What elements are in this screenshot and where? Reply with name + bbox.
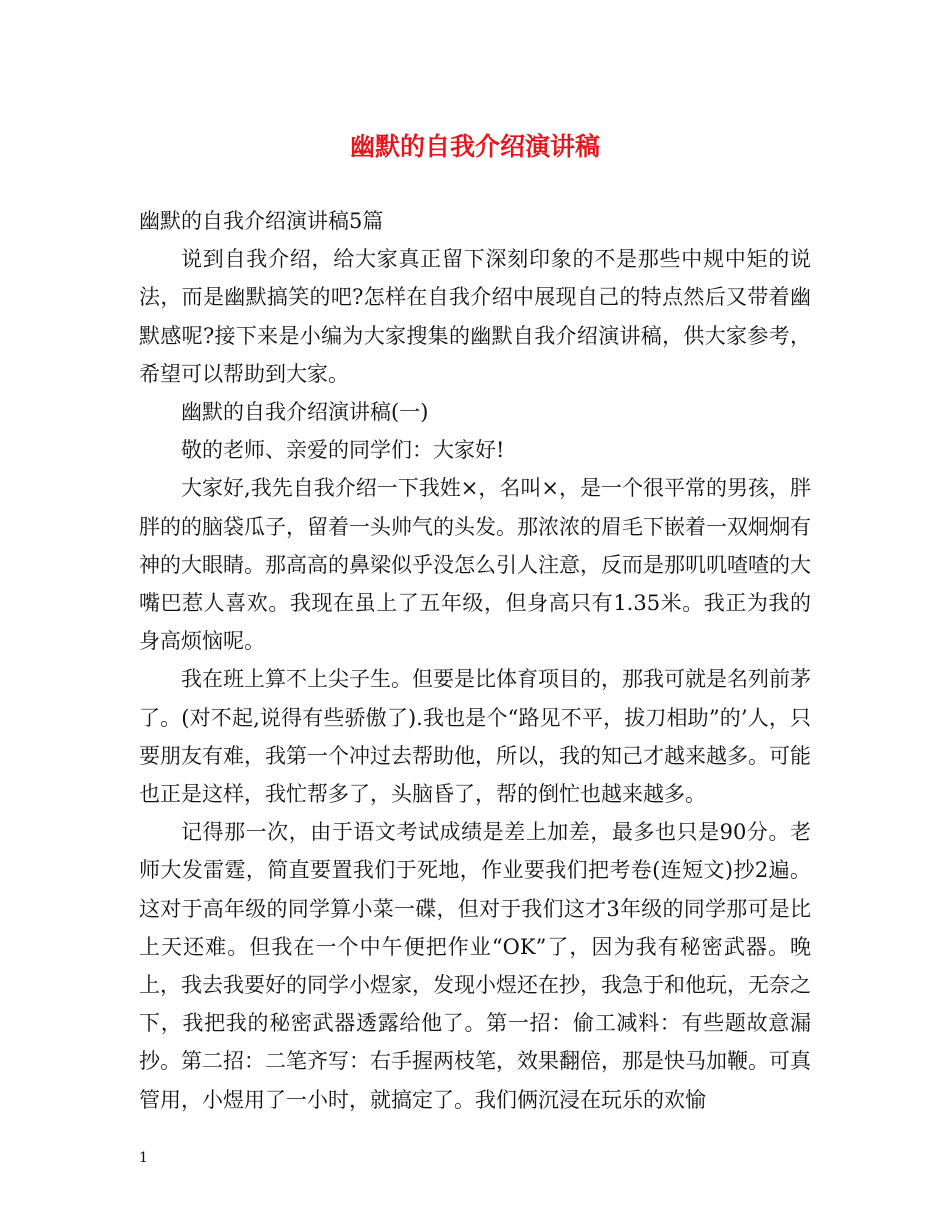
document-title: 幽默的自我介绍演讲稿 (349, 132, 600, 161)
paragraph-story: 记得那一次，由于语文考试成绩是差上加差，最多也只是90分。老师大发雷霆，简直要置我们于死地，作业要我们把考卷(连短文)抄2遍。这对于高年级的同学算小菜一碟，但对于我们这才3年级的同学那可是比上天还难。但我在一个中午便把作业“OK”了，因为我有秘密武器。晚上，我去我要好的同学小煜家，发现小煜还在抄，我急于和他玩，无奈之下，我把我的秘密武器透露给他了。第一招：偷工减料：有些题故意漏抄。第二招：二笔齐写：右手握两枝笔，效果翻倍，那是快马加鞭。可真管用，小煜用了一小时，就搞定了。我们俩沉浸在玩乐的欢愉 (139, 820, 811, 1112)
paragraph-greeting: 敬的老师、亲爱的同学们：大家好! (181, 438, 505, 463)
paragraph-self-description: 大家好,我先自我介绍一下我姓×，名叫×，是一个很平常的男孩，胖胖的的脑袋瓜子，留着一头帅气的头发。那浓浓的眉毛下嵌着一双炯炯有神的大眼睛。那高高的鼻梁似乎没怎么引人注意，反而是那叽叽喳喳的大嘴巴惹人喜欢。我现在虽上了五年级，但身高只有1.35米。我正为我的身高烦恼呢。 (139, 476, 811, 654)
paragraph-section-heading: 幽默的自我介绍演讲稿(一) (181, 400, 429, 425)
paragraph-subtitle: 幽默的自我介绍演讲稿5篇 (139, 209, 384, 233)
document-body (139, 202, 811, 1119)
paragraph-class-standing: 我在班上算不上尖子生。但要是比体育项目的，那我可就是名列前茅了。(对不起,说得有些骄傲了).我也是个“路见不平，拔刀相助”的’人，只要朋友有难，我第一个冲过去帮助他，所以，我的知己才越来越多。可能也正是这样，我忙帮多了，头脑昏了，帮的倒忙也越来越多。 (139, 667, 811, 807)
paragraph-intro: 说到自我介绍，给大家真正留下深刻印象的不是那些中规中矩的说法，而是幽默搞笑的吧?怎样在自我介绍中展现自己的特点然后又带着幽默感呢?接下来是小编为大家搜集的幽默自我介绍演讲稿，供大家参考，希望可以帮助到大家。 (139, 247, 811, 386)
page-number: 1 (139, 1150, 148, 1166)
